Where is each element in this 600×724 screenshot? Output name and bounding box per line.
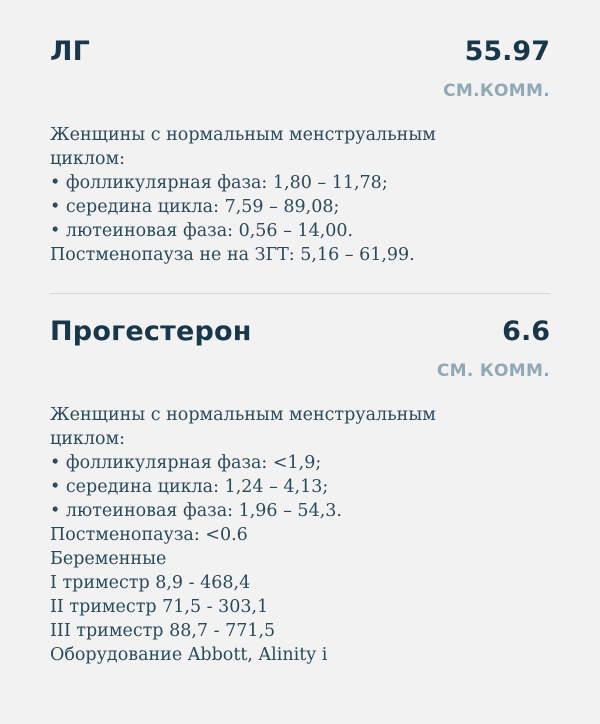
analyte-name-lh: ЛГ [50, 36, 91, 67]
reference-line: Постменопауза не на ЗГТ: 5,16 – 61,99. [50, 245, 415, 265]
result-header-progesterone [50, 316, 550, 347]
analyte-value-progesterone: 6.6 [502, 316, 550, 347]
reference-line: циклом: [50, 429, 126, 449]
reference-line: • середина цикла: 7,59 – 89,08; [50, 197, 340, 217]
reference-line: • лютеиновая фаза: 1,96 – 54,3. [50, 501, 342, 521]
reference-range-lh [50, 123, 550, 267]
reference-line: Беременные [50, 549, 167, 569]
reference-line: Постменопауза: <0.6 [50, 525, 248, 545]
analyte-name-progesterone: Прогестерон [50, 316, 252, 347]
reference-line: • середина цикла: 1,24 – 4,13; [50, 477, 329, 497]
reference-line: Женщины с нормальным менструальным [50, 125, 436, 145]
analyte-value-lh: 55.97 [464, 36, 550, 67]
reference-range-progesterone [50, 403, 550, 667]
result-block-lh [50, 0, 550, 294]
reference-line: Оборудование Abbott, Alinity i [50, 645, 328, 665]
reference-line: III триместр 88,7 - 771,5 [50, 621, 276, 641]
reference-line: II триместр 71,5 - 303,1 [50, 597, 269, 617]
reference-line: циклом: [50, 149, 126, 169]
reference-line: I триместр 8,9 - 468,4 [50, 573, 251, 593]
reference-line: • лютеиновая фаза: 0,56 – 14,00. [50, 221, 354, 241]
reference-line: • фолликулярная фаза: 1,80 – 11,78; [50, 173, 388, 193]
see-comment-link-progesterone[interactable]: СМ. КОММ. [436, 361, 550, 381]
result-block-progesterone [50, 294, 550, 667]
see-comment-link-lh[interactable]: СМ.КОММ. [443, 81, 550, 101]
reference-line: Женщины с нормальным менструальным [50, 405, 436, 425]
reference-line: • фолликулярная фаза: <1,9; [50, 453, 322, 473]
result-header-lh [50, 36, 550, 67]
